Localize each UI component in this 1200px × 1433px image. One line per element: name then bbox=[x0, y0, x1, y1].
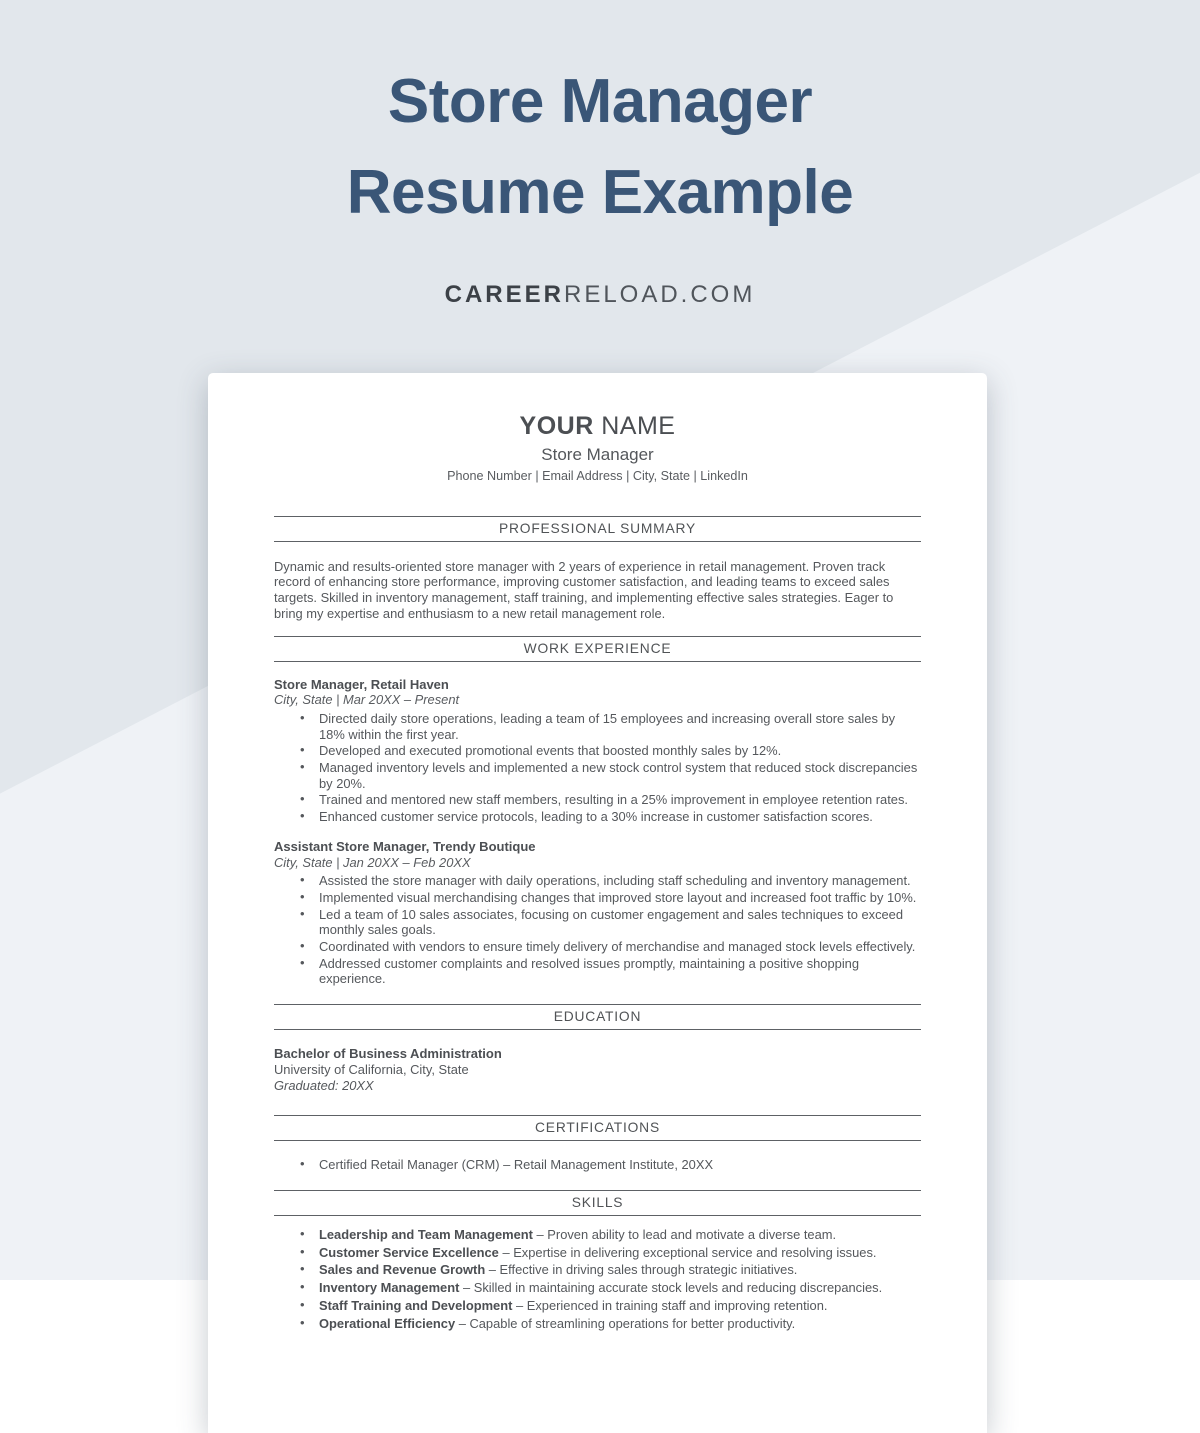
skill-name: Leadership and Team Management bbox=[319, 1226, 533, 1242]
section-heading-education: EDUCATION bbox=[274, 1004, 921, 1030]
brand-wordmark-bold: CAREER bbox=[444, 281, 564, 308]
job-meta: City, State | Jan 20XX – Feb 20XX bbox=[274, 854, 471, 870]
job-bullet-list bbox=[274, 873, 921, 987]
job-entry bbox=[274, 677, 921, 825]
skill-desc: – Expertise in delivering exceptional service and resolving issues. bbox=[502, 1244, 877, 1260]
job-bullet: • Trained and mentored new staff members, resulting in a 25% improvement in employee retention rates. bbox=[319, 792, 921, 808]
job-bullet-list bbox=[274, 711, 921, 825]
job-title: Store Manager, Retail Haven bbox=[274, 676, 449, 692]
education-graduation: Graduated: 20XX bbox=[274, 1077, 374, 1093]
skill-item bbox=[319, 1280, 921, 1296]
skill-name: Inventory Management bbox=[319, 1280, 460, 1296]
resume-job-title: Store Manager bbox=[541, 445, 654, 464]
brand-wordmark-rest: RELOAD.COM bbox=[563, 281, 756, 308]
certification-list bbox=[274, 1157, 921, 1173]
section-heading-skills: SKILLS bbox=[274, 1190, 921, 1216]
resume-page bbox=[208, 373, 987, 1433]
page-header bbox=[0, 0, 1200, 309]
resume-contact-line: Phone Number | Email Address | City, State | LinkedIn bbox=[447, 469, 748, 483]
page-title-line1: Store Manager bbox=[387, 67, 813, 136]
skill-item bbox=[319, 1316, 921, 1332]
skill-name: Customer Service Excellence bbox=[319, 1244, 499, 1260]
page-title-line2: Resume Example bbox=[346, 158, 854, 227]
job-bullet: • Directed daily store operations, leading a team of 15 employees and increasing overall store sales by 18% within the first year. bbox=[319, 711, 921, 742]
job-bullet: • Coordinated with vendors to ensure timely delivery of merchandise and managed stock levels effectively. bbox=[319, 939, 921, 955]
skill-name: Sales and Revenue Growth bbox=[319, 1262, 486, 1278]
skill-item bbox=[319, 1227, 921, 1243]
job-bullet: • Addressed customer complaints and resolved issues promptly, maintaining a positive shopping experience. bbox=[319, 956, 921, 987]
education-degree: Bachelor of Business Administration bbox=[274, 1046, 502, 1062]
resume-name bbox=[274, 412, 921, 440]
resume-name-first: YOUR bbox=[519, 412, 594, 440]
education-school: University of California, City, State bbox=[274, 1061, 469, 1077]
section-heading-professional-summary: PROFESSIONAL SUMMARY bbox=[274, 516, 921, 542]
skill-desc: – Experienced in training staff and improving retention. bbox=[515, 1297, 828, 1313]
resume-name-last: NAME bbox=[601, 412, 676, 440]
skills-list bbox=[274, 1227, 921, 1331]
education-entry bbox=[274, 1046, 921, 1093]
section-heading-work-experience: WORK EXPERIENCE bbox=[274, 636, 921, 662]
section-heading-certifications: CERTIFICATIONS bbox=[274, 1115, 921, 1141]
summary-paragraph: Dynamic and results-oriented store manager with 2 years of experience in retail management. Proven track record of enhancing store performance, improving customer satisfaction, and leading teams to exceed sales targets. Skilled in inventory management, staff training, and implementing effective sales strategies. Eager to bring my expertise and enthusiasm to a new retail management role. bbox=[274, 558, 894, 621]
job-title: Assistant Store Manager, Trendy Boutique bbox=[274, 838, 536, 854]
job-bullet: • Developed and executed promotional events that boosted monthly sales by 12%. bbox=[319, 743, 921, 759]
job-bullet: • Led a team of 10 sales associates, focusing on customer engagement and sales techniques to exceed monthly sales goals. bbox=[319, 907, 921, 938]
job-bullet: • Enhanced customer service protocols, leading to a 30% increase in customer satisfaction scores. bbox=[319, 809, 921, 825]
skill-name: Operational Efficiency bbox=[319, 1315, 456, 1331]
skill-item bbox=[319, 1298, 921, 1314]
job-entry bbox=[274, 839, 921, 987]
page-title bbox=[0, 56, 1200, 238]
skill-desc: – Skilled in maintaining accurate stock levels and reducing discrepancies. bbox=[463, 1280, 883, 1296]
job-bullet: • Assisted the store manager with daily operations, including staff scheduling and inventory management. bbox=[319, 873, 921, 889]
skill-item bbox=[319, 1262, 921, 1278]
brand-wordmark bbox=[0, 281, 1200, 309]
job-meta: City, State | Mar 20XX – Present bbox=[274, 692, 460, 708]
job-bullet: • Implemented visual merchandising changes that improved store layout and increased foot traffic by 10%. bbox=[319, 890, 921, 906]
skill-desc: – Proven ability to lead and motivate a diverse team. bbox=[536, 1226, 837, 1242]
certification-item: • Certified Retail Manager (CRM) – Retail Management Institute, 20XX bbox=[319, 1157, 921, 1173]
skill-name: Staff Training and Development bbox=[319, 1297, 513, 1313]
skill-desc: – Capable of streamlining operations for better productivity. bbox=[458, 1315, 796, 1331]
job-bullet: • Managed inventory levels and implemented a new stock control system that reduced stock discrepancies by 20%. bbox=[319, 760, 921, 791]
skill-desc: – Effective in driving sales through strategic initiatives. bbox=[488, 1262, 798, 1278]
skill-item bbox=[319, 1245, 921, 1261]
